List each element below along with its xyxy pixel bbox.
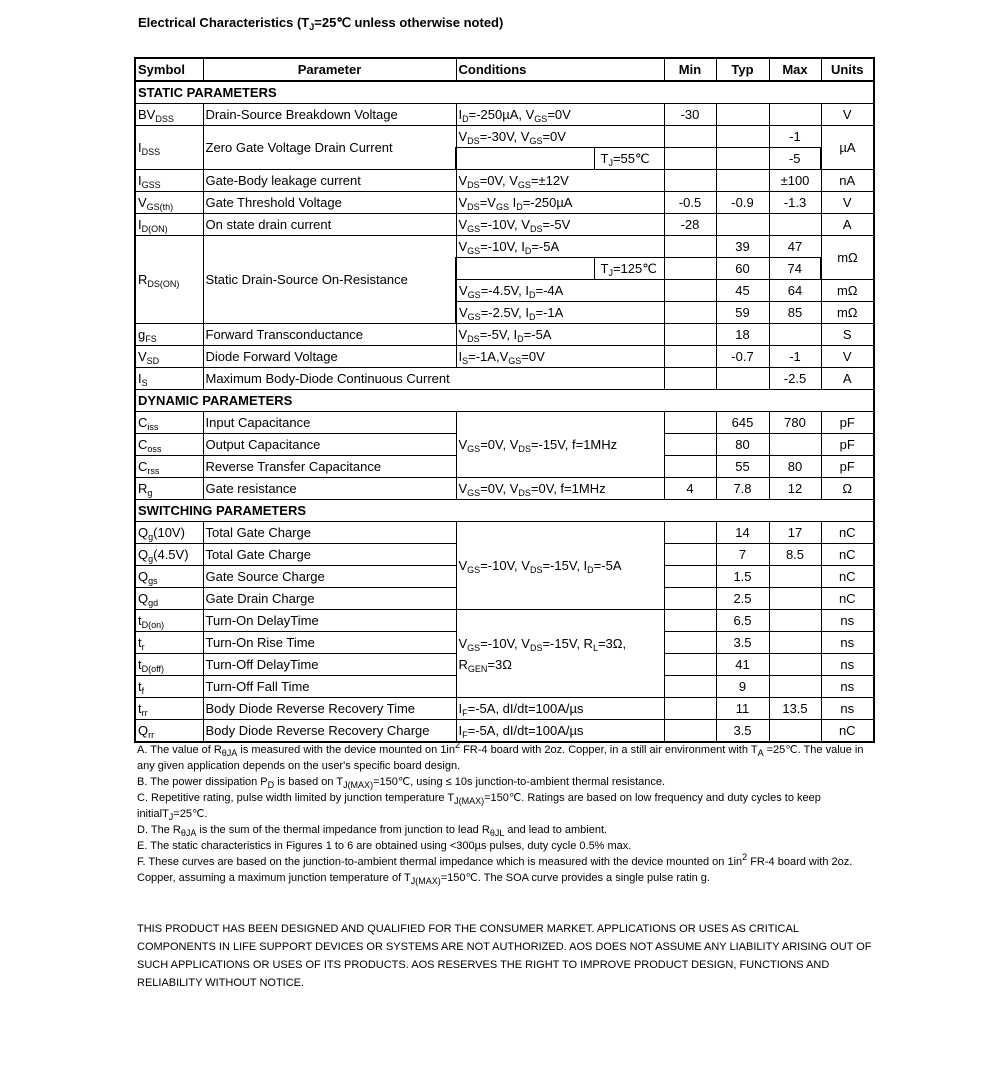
parameter-cell: Gate Source Charge <box>203 566 456 588</box>
max-cell: 17 <box>769 522 821 544</box>
symbol-cell: $C_{rss}$ <box>135 456 203 478</box>
min-cell <box>664 368 716 390</box>
parameter-cell: Gate resistance <box>203 478 456 500</box>
parameter-cell: Gate Threshold Voltage <box>203 192 456 214</box>
note-b: B. The power dissipation $P_D$ is based on $T_{J(MAX)}=150℃$, using ≤ 10s junction-to-ambient thermal resistance. <box>137 776 666 790</box>
symbol-cell: $t_{D(off)}$ <box>135 654 203 676</box>
parameter-cell: On state drain current <box>203 214 456 236</box>
symbol-cell: $g_{FS}$ <box>135 324 203 346</box>
table-row <box>135 478 874 500</box>
units-cell: V <box>821 192 874 214</box>
symbol-cell: $R_g$ <box>135 478 203 500</box>
units-cell: S <box>821 324 874 346</box>
table-row <box>135 126 874 148</box>
symbol-cell: $t_f$ <box>135 676 203 698</box>
max-cell: 12 <box>769 478 821 500</box>
symbol-cell: $Q_{gs}$ <box>135 566 203 588</box>
min-cell <box>664 412 716 434</box>
units-cell: ns <box>821 676 874 698</box>
max-cell: 47 <box>769 236 821 258</box>
symbol-cell: $Q_g(10V)$ <box>135 522 203 544</box>
typ-cell <box>716 368 769 390</box>
parameter-cell: Gate-Body leakage current <box>203 170 456 192</box>
note-c: C. Repetitive rating, pulse width limited by junction temperature $T_{J(MAX)}=150℃$. Ratings are based on low frequency and duty cycles to keep initialT$_J$=25℃. <box>137 792 821 822</box>
min-cell: -28 <box>664 214 716 236</box>
max-cell <box>769 566 821 588</box>
max-cell: -1 <box>769 126 821 148</box>
header-row <box>135 58 874 81</box>
parameter-cell: Turn-Off DelayTime <box>203 654 456 676</box>
parameter-cell: Static Drain-Source On-Resistance <box>203 236 456 324</box>
units-cell: mΩ <box>821 280 874 302</box>
col-min: Min <box>664 58 716 81</box>
title-rest: =25℃ unless otherwise noted) <box>314 15 504 30</box>
max-cell <box>769 610 821 632</box>
table-row <box>135 170 874 192</box>
table-row <box>135 214 874 236</box>
disclaimer: THIS PRODUCT HAS BEEN DESIGNED AND QUALIFIED FOR THE CONSUMER MARKET. APPLICATIONS OR USES AS CRITICAL COMPONENTS IN LIFE SUPPORT DEVICES OR SYSTEMS ARE NOT AUTHORIZED. AOS DOES NOT ASSUME ANY LIABILITY ARISING OUT OF SUCH APPLICATIONS OR USES OF ITS PRODUCTS. AOS RESERVES THE RIGHT TO IMPROVE PRODUCT DESIGN, FUNCTIONS AND RELIABILITY WITHOUT NOTICE. <box>137 923 872 989</box>
symbol-cell: $I_S$ <box>135 368 203 390</box>
conditions-blank <box>456 148 594 170</box>
typ-cell: 55 <box>716 456 769 478</box>
typ-cell: 11 <box>716 698 769 720</box>
conditions-cell: $V_{GS}=-10V$, $V_{DS}=-5V$ <box>456 214 664 236</box>
table-row <box>135 698 874 720</box>
section-row <box>135 81 874 104</box>
max-cell <box>769 324 821 346</box>
typ-cell: 18 <box>716 324 769 346</box>
max-cell: -5 <box>769 148 821 170</box>
typ-cell: -0.9 <box>716 192 769 214</box>
note-e: E. The static characteristics in Figures 1 to 6 are obtained using <300µs pulses, duty cycle 0.5% max. <box>137 840 632 852</box>
min-cell: 4 <box>664 478 716 500</box>
units-cell: nC <box>821 566 874 588</box>
max-cell <box>769 654 821 676</box>
max-cell: 85 <box>769 302 821 324</box>
typ-cell: 7.8 <box>716 478 769 500</box>
max-cell <box>769 632 821 654</box>
units-cell: ns <box>821 610 874 632</box>
typ-cell: -0.7 <box>716 346 769 368</box>
min-cell <box>664 522 716 544</box>
min-cell <box>664 588 716 610</box>
col-parameter: Parameter <box>203 58 456 81</box>
conditions-cell: $V_{GS}=0V$, $V_{DS}=-15V$, f=1MHz <box>456 412 664 478</box>
min-cell <box>664 302 716 324</box>
symbol-cell: $Q_{gd}$ <box>135 588 203 610</box>
units-cell: mΩ <box>821 236 874 280</box>
min-cell <box>664 544 716 566</box>
units-cell: nC <box>821 720 874 743</box>
col-max: Max <box>769 58 821 81</box>
note-f: F. These curves are based on the junction-to-ambient thermal impedance which is measured with the device mounted on $1in^2$ FR-4 board with 2oz. Copper, assuming a maximum junction temperature of $T_{J(MAX)}=150℃$. The SOA curve provides a single pulse ratin g. <box>137 852 853 886</box>
parameter-cell: Input Capacitance <box>203 412 456 434</box>
min-cell <box>664 610 716 632</box>
symbol-cell: $C_{iss}$ <box>135 412 203 434</box>
max-cell: -1 <box>769 346 821 368</box>
conditions-cell: $V_{DS}=0V$, $V_{GS}=\pm 12V$ <box>456 170 664 192</box>
col-units: Units <box>821 58 874 81</box>
max-cell <box>769 434 821 456</box>
typ-cell: 6.5 <box>716 610 769 632</box>
typ-cell: 2.5 <box>716 588 769 610</box>
max-cell: 64 <box>769 280 821 302</box>
min-cell <box>664 654 716 676</box>
min-cell: -0.5 <box>664 192 716 214</box>
typ-cell <box>716 148 769 170</box>
typ-cell: 39 <box>716 236 769 258</box>
electrical-characteristics-table <box>134 57 875 743</box>
units-cell: V <box>821 346 874 368</box>
max-cell <box>769 720 821 743</box>
units-cell: nA <box>821 170 874 192</box>
parameter-cell: Maximum Body-Diode Continuous Current <box>203 368 664 390</box>
conditions-cell: $I_S=-1A,V_{GS}=0V$ <box>456 346 664 368</box>
conditions-cell: $V_{GS}=-10V$, $I_D=-5A$ <box>456 236 664 258</box>
title-text: Electrical Characteristics (T <box>138 15 310 30</box>
tj-condition: $T_J=55℃$ <box>594 148 664 170</box>
symbol-cell: $I_{DSS}$ <box>135 126 203 170</box>
table-row <box>135 192 874 214</box>
units-cell: V <box>821 104 874 126</box>
table-row <box>135 324 874 346</box>
min-cell <box>664 720 716 743</box>
parameter-cell: Total Gate Charge <box>203 544 456 566</box>
max-cell: ±100 <box>769 170 821 192</box>
col-symbol: Symbol <box>135 58 203 81</box>
symbol-cell: $I_{GSS}$ <box>135 170 203 192</box>
conditions-blank <box>456 258 594 280</box>
table-row <box>135 236 874 258</box>
table-row <box>135 346 874 368</box>
max-cell <box>769 104 821 126</box>
max-cell: 780 <box>769 412 821 434</box>
min-cell <box>664 236 716 258</box>
table-row <box>135 720 874 743</box>
typ-cell: 45 <box>716 280 769 302</box>
parameter-cell: Zero Gate Voltage Drain Current <box>203 126 456 170</box>
section-static: STATIC PARAMETERS <box>135 81 874 104</box>
typ-cell <box>716 126 769 148</box>
parameter-cell: Drain-Source Breakdown Voltage <box>203 104 456 126</box>
min-cell <box>664 566 716 588</box>
parameter-cell: Turn-On DelayTime <box>203 610 456 632</box>
parameter-cell: Total Gate Charge <box>203 522 456 544</box>
conditions-cell: $V_{GS}=-10V$, $V_{DS}=-15V$, $R_L=3\Omega$, $R_{GEN}=3\Omega$ <box>456 610 664 698</box>
min-cell <box>664 258 716 280</box>
units-cell: ns <box>821 632 874 654</box>
symbol-cell: $Q_g(4.5V)$ <box>135 544 203 566</box>
typ-cell: 9 <box>716 676 769 698</box>
conditions-cell: $V_{DS}=-30V$, $V_{GS}=0V$ <box>456 126 664 148</box>
symbol-cell: $V_{GS(th)}$ <box>135 192 203 214</box>
section-row <box>135 390 874 412</box>
min-cell <box>664 170 716 192</box>
conditions-cell: $V_{GS}=0V$, $V_{DS}=0V$, f=1MHz <box>456 478 664 500</box>
units-cell: pF <box>821 412 874 434</box>
col-conditions: Conditions <box>456 58 664 81</box>
note-d: D. The $R_{\theta JA}$ is the sum of the thermal impedance from junction to lead $R_{\theta JL}$ and lead to ambient. <box>137 824 608 838</box>
conditions-cell: $V_{GS}=-10V$, $V_{DS}=-15V$, $I_D=-5A$ <box>456 522 664 610</box>
typ-cell: 3.5 <box>716 632 769 654</box>
units-cell: A <box>821 368 874 390</box>
units-cell: pF <box>821 456 874 478</box>
min-cell <box>664 632 716 654</box>
conditions-cell: $I_F=-5A$, dI/dt=100A/µs <box>456 720 664 743</box>
table-row <box>135 368 874 390</box>
symbol-cell: $V_{SD}$ <box>135 346 203 368</box>
typ-cell: 14 <box>716 522 769 544</box>
symbol-cell: $I_{D(ON)}$ <box>135 214 203 236</box>
symbol-cell: $t_{rr}$ <box>135 698 203 720</box>
symbol-cell: $C_{oss}$ <box>135 434 203 456</box>
title-sub: J <box>309 22 315 32</box>
symbol-cell: $R_{DS(ON)}$ <box>135 236 203 324</box>
parameter-cell: Output Capacitance <box>203 434 456 456</box>
min-cell <box>664 346 716 368</box>
max-cell: 80 <box>769 456 821 478</box>
parameter-cell: Gate Drain Charge <box>203 588 456 610</box>
min-cell <box>664 676 716 698</box>
min-cell <box>664 698 716 720</box>
typ-cell <box>716 104 769 126</box>
units-cell: nC <box>821 522 874 544</box>
parameter-cell: Reverse Transfer Capacitance <box>203 456 456 478</box>
max-cell: -2.5 <box>769 368 821 390</box>
conditions-cell: $V_{DS}=V_{GS}$ $I_D=-250\mu A$ <box>456 192 664 214</box>
max-cell: 13.5 <box>769 698 821 720</box>
section-row <box>135 500 874 522</box>
units-cell: A <box>821 214 874 236</box>
conditions-cell: $V_{DS}=-5V$, $I_D=-5A$ <box>456 324 664 346</box>
min-cell <box>664 456 716 478</box>
conditions-cell: $V_{GS}=-4.5V$, $I_D=-4A$ <box>456 280 664 302</box>
min-cell <box>664 126 716 148</box>
conditions-cell: $I_D=-250\mu A$, $V_{GS}=0V$ <box>456 104 664 126</box>
min-cell <box>664 324 716 346</box>
units-cell: nC <box>821 588 874 610</box>
section-dynamic: DYNAMIC PARAMETERS <box>135 390 874 412</box>
units-cell: nC <box>821 544 874 566</box>
typ-cell: 41 <box>716 654 769 676</box>
footnotes <box>137 742 872 886</box>
parameter-cell: Body Diode Reverse Recovery Charge <box>203 720 456 743</box>
typ-cell: 645 <box>716 412 769 434</box>
table-row <box>135 522 874 544</box>
typ-cell <box>716 170 769 192</box>
max-cell <box>769 676 821 698</box>
parameter-cell: Diode Forward Voltage <box>203 346 456 368</box>
min-cell <box>664 148 716 170</box>
max-cell: 8.5 <box>769 544 821 566</box>
page-title <box>138 15 503 31</box>
symbol-cell: $t_r$ <box>135 632 203 654</box>
max-cell: 74 <box>769 258 821 280</box>
conditions-cell: $V_{GS}=-2.5V$, $I_D=-1A$ <box>456 302 664 324</box>
max-cell <box>769 214 821 236</box>
max-cell: -1.3 <box>769 192 821 214</box>
parameter-cell: Forward Transconductance <box>203 324 456 346</box>
note-a: A. The value of $R_{\theta JA}$ is measured with the device mounted on $1in^2$ FR-4 board with 2oz. Copper, in a still air environment with $T_A$ =25℃. The value in any given application depends on the user's specific board design. <box>137 740 864 772</box>
typ-cell: 59 <box>716 302 769 324</box>
typ-cell <box>716 214 769 236</box>
units-cell: ns <box>821 654 874 676</box>
conditions-cell: $I_F=-5A$, dI/dt=100A/µs <box>456 698 664 720</box>
tj-condition: $T_J=125℃$ <box>594 258 664 280</box>
typ-cell: 1.5 <box>716 566 769 588</box>
units-cell: ns <box>821 698 874 720</box>
min-cell: -30 <box>664 104 716 126</box>
parameter-cell: Body Diode Reverse Recovery Time <box>203 698 456 720</box>
min-cell <box>664 434 716 456</box>
typ-cell: 60 <box>716 258 769 280</box>
table-row <box>135 610 874 632</box>
typ-cell: 80 <box>716 434 769 456</box>
typ-cell: 3.5 <box>716 720 769 743</box>
col-typ: Typ <box>716 58 769 81</box>
table-row <box>135 104 874 126</box>
typ-cell: 7 <box>716 544 769 566</box>
max-cell <box>769 588 821 610</box>
min-cell <box>664 280 716 302</box>
section-switching: SWITCHING PARAMETERS <box>135 500 874 522</box>
units-cell: Ω <box>821 478 874 500</box>
parameter-cell: Turn-Off Fall Time <box>203 676 456 698</box>
symbol-cell: $t_{D(on)}$ <box>135 610 203 632</box>
symbol-cell: $BV_{DSS}$ <box>135 104 203 126</box>
symbol-cell: $Q_{rr}$ <box>135 720 203 743</box>
parameter-cell: Turn-On Rise Time <box>203 632 456 654</box>
units-cell: mΩ <box>821 302 874 324</box>
units-cell: pF <box>821 434 874 456</box>
table-row <box>135 412 874 434</box>
units-cell: µA <box>821 126 874 170</box>
